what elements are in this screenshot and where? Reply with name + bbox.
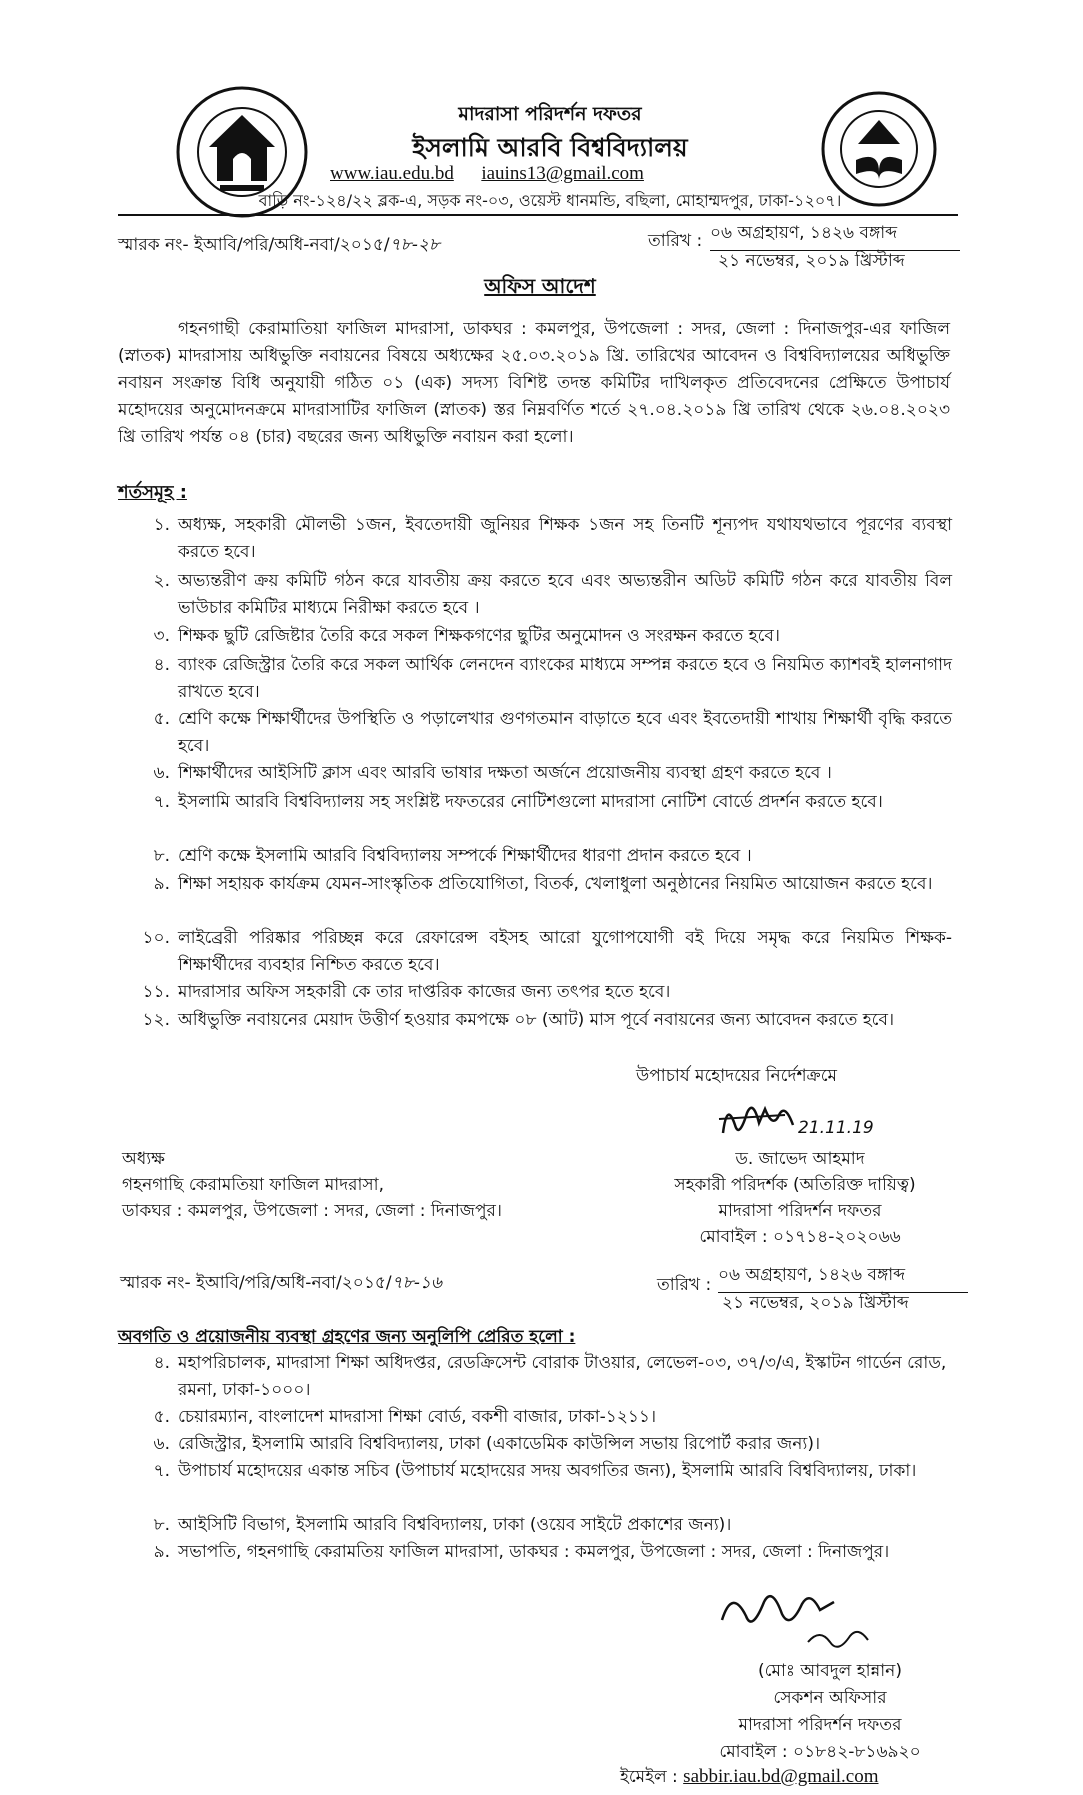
website-link[interactable]: www.iau.edu.bd — [330, 163, 454, 184]
condition-item — [122, 706, 952, 760]
signatory-1-mobile: মোবাইল : ০১৭১৪-২০২০৬৬ — [699, 1227, 901, 1247]
condition-item — [122, 1007, 952, 1034]
contact-line — [330, 163, 790, 185]
condition-number: ৩. — [153, 626, 170, 646]
cc-number: ৭. — [153, 1461, 170, 1481]
date-english-2: ২১ নভেম্বর, ২০১৯ খ্রিস্টাব্দ — [722, 1293, 909, 1313]
condition-text: শিক্ষা সহায়ক কার্যক্রম যেমন-সাংস্কৃতিক প্রতিযোগিতা, বিতর্ক, খেলাধুলা অনুষ্ঠানের নিয়মিত আয়োজন করতে হবে। — [178, 874, 933, 894]
memo-ref-2 — [120, 1270, 442, 1298]
condition-text: লাইব্রেরী পরিষ্কার পরিচ্ছন্ন করে রেফারেন্স বইসহ আরো যুগোপযোগী বই দিয়ে সমৃদ্ধ করে নিয়মিত শিক্ষক- শিক্ষার্থীদের ব্যবহার নিশ্চিত করতে হবে। — [178, 928, 952, 975]
cc-item — [122, 1512, 952, 1539]
memo-ref-1-label: স্মারক নং- ইআবি/পরি/অধি-নবা/২০১৫/ — [118, 235, 390, 255]
condition-item — [122, 925, 952, 979]
condition-text: শ্রেণি কক্ষে ইসলামি আরবি বিশ্ববিদ্যালয় সম্পর্কে শিক্ষার্থীদের ধারণা প্রদান করতে হবে । — [178, 846, 752, 866]
cc-number: ৪. — [153, 1353, 170, 1373]
condition-item — [122, 568, 952, 622]
cc-number: ৬. — [153, 1434, 170, 1454]
conditions-heading: শর্তসমূহ : — [118, 482, 187, 503]
signature-1-date: 21.11.19 — [798, 1118, 874, 1138]
cc-text: সভাপতি, গহনগাছি কেরামতিয় ফাজিল মাদরাসা, ডাকঘর : কমলপুর, উপজেলা : সদর, জেলা : দিনাজপুর। — [178, 1542, 890, 1562]
date-bangla-2: ০৬ অগ্রহায়ণ, ১৪২৬ বঙ্গাব্দ — [718, 1262, 968, 1293]
signatory-2-office: মাদরাসা পরিদর্শন দফতর — [738, 1715, 902, 1735]
condition-item — [122, 979, 952, 1006]
recipient-institution: গহনগাছি কেরামতিয়া ফাজিল মাদরাসা, — [122, 1175, 384, 1195]
date-label-1: তারিখ : — [648, 231, 703, 251]
memo-ref-2-handwritten: ৭৮-১৬ — [391, 1273, 442, 1293]
cc-item — [122, 1539, 952, 1566]
intro-paragraph: গহনগাছী কেরামাতিয়া ফাজিল মাদরাসা, ডাকঘর : কমলপুর, উপজেলা : সদর, জেলা : দিনাজপুর-এর ফাজিল (স্নাতক) মাদরাসায় অধিভুক্তি নবায়নের বিষয়ে অধ্যক্ষের ২৫.০৩.২০১৯ খ্রি. তারিখের আবেদন ও বিশ্ববিদ্যালয়ের অধিভুক্তি নবায়ন সংক্রান্ত বিধি অনুযায়ী গঠিত ০১ (এক) সদস্য বিশিষ্ট তদন্ত কমিটির দাখিলকৃত প্রতিবেদনের প্রেক্ষিতে উপাচার্য মহোদয়ের অনুমোদনক্রমে মাদরাসাটির ফাজিল (স্নাতক) স্তর নিম্নবর্ণিত শর্তে ২৭.০৪.২০১৯ খ্রি তারিখ থেকে ২৬.০৪.২০২৩ খ্রি তারিখ পর্যন্ত ০৪ (চার) বছরের জন্য অধিভুক্তি নবায়ন করা হলো। — [118, 319, 950, 447]
condition-number: ৪. — [153, 655, 170, 675]
condition-text: শ্রেণি কক্ষে শিক্ষার্থীদের উপস্থিতি ও পড়ালেখার গুণগতমান বাড়াতে হবে এবং ইবতেদায়ী শাখায় শিক্ষার্থী বৃদ্ধি করতে হবে। — [178, 709, 952, 756]
office-name: মাদরাসা পরিদর্শন দফতর — [458, 103, 642, 125]
address-line: বাড়ি নং-১২৪/২২ ব্লক-এ, সড়ক নং-০৩, ওয়েস্ট ধানমন্ডি, বছিলা, মোহাম্মদপুর, ঢাকা-১২০৭। — [258, 191, 842, 210]
memo-ref-2-label: স্মারক নং- ইআবি/পরি/অধি-নবা/২০১৫/ — [120, 1273, 392, 1293]
signature-2 — [712, 1580, 892, 1660]
cc-text: রেজিস্ট্রার, ইসলামি আরবি বিশ্ববিদ্যালয়, ঢাকা (একাডেমিক কাউন্সিল সভায় রিপোর্ট করার জন্য)। — [178, 1434, 821, 1454]
date-english-1: ২১ নভেম্বর, ২০১৯ খ্রিস্টাব্দ — [718, 251, 905, 271]
condition-text: অধিভুক্তি নবায়নের মেয়াদ উত্তীর্ণ হওয়ার কমপক্ষে ০৮ (আট) মাস পূর্বে নবায়নের জন্য আবেদন করতে হবে। — [178, 1010, 895, 1030]
signatory-1-office: মাদরাসা পরিদর্শন দফতর — [718, 1201, 882, 1221]
condition-text: শিক্ষার্থীদের আইসিটি ক্লাস এবং আরবি ভাষার দক্ষতা অর্জনে প্রয়োজনীয় ব্যবস্থা গ্রহণ করতে হবে । — [178, 763, 832, 783]
signatory-2-email[interactable]: sabbir.iau.bd@gmail.com — [683, 1766, 879, 1787]
condition-number: ১. — [153, 515, 170, 535]
signatory-1-designation: সহকারী পরিদর্শক (অতিরিক্ত দায়িত্ব) — [674, 1175, 916, 1195]
signatory-2-email-line — [620, 1764, 879, 1792]
cc-item — [122, 1431, 952, 1458]
condition-item — [122, 652, 952, 706]
condition-text: ব্যাংক রেজিস্ট্রার তৈরি করে সকল আর্থিক লেনদেন ব্যাংকের মাধ্যমে সম্পন্ন করতে হবে ও নিয়মিত ক্যাশবই হালনাগাদ রাখতে হবে। — [178, 655, 952, 702]
cc-heading: অবগতি ও প্রয়োজনীয় ব্যবস্থা গ্রহণের জন্য অনুলিপি প্রেরিত হলো : — [118, 1327, 576, 1347]
memo-ref-1-handwritten: ৭৮-২৮ — [389, 235, 440, 255]
signatory-2-mobile: মোবাইল : ০১৮৪২-৮১৬৯২০ — [719, 1742, 921, 1762]
by-order-line: উপাচার্য মহোদয়ের নির্দেশক্রমে — [636, 1066, 837, 1086]
condition-text: মাদরাসার অফিস সহকারী কে তার দাপ্তরিক কাজের জন্য তৎপর হতে হবে। — [178, 982, 671, 1002]
condition-text: অভ্যন্তরীণ ক্রয় কমিটি গঠন করে যাবতীয় ক্রয় করতে হবে এবং অভ্যন্তরীন অডিট কমিটি গঠন করে যাবতীয় বিল ভাউচার কমিটির মাধ্যমে নিরীক্ষা করতে হবে । — [178, 571, 952, 618]
cc-item — [122, 1404, 952, 1431]
condition-item — [122, 760, 952, 787]
cc-text: মহাপরিচালক, মাদরাসা শিক্ষা অধিদপ্তর, রেডক্রিসেন্ট বোরাক টাওয়ার, লেভেল-০৩, ৩৭/৩/এ, ইস্কাটন গার্ডেন রোড, রমনা, ঢাকা-১০০০। — [178, 1353, 947, 1400]
condition-text: অধ্যক্ষ, সহকারী মৌলভী ১জন, ইবতেদায়ী জুনিয়র শিক্ষক ১জন সহ তিনটি শূন্যপদ যথাযথভাবে পূরণের ব্যবস্থা করতে হবে। — [178, 515, 952, 562]
condition-number: ৭. — [153, 792, 170, 812]
university-name: ইসলামি আরবি বিশ্ববিদ্যালয় — [412, 133, 688, 162]
condition-item — [122, 871, 952, 898]
signatory-1-name: ড. জাভেদ আহমাদ — [735, 1149, 865, 1169]
condition-item — [122, 843, 952, 870]
condition-number: ১০. — [142, 928, 170, 948]
condition-text: ইসলামি আরবি বিশ্ববিদ্যালয় সহ সংশ্লিষ্ট দফতরের নোটিশগুলো মাদরাসা নোটিশ বোর্ডে প্রদর্শন করতে হবে। — [178, 792, 883, 812]
condition-number: ২. — [153, 571, 170, 591]
signatory-2-name: (মোঃ আবদুল হান্নান) — [758, 1661, 902, 1681]
cc-item — [122, 1350, 952, 1404]
condition-number: ১২. — [142, 1010, 170, 1030]
date-bangla-1: ০৬ অগ্রহায়ণ, ১৪২৬ বঙ্গাব্দ — [710, 220, 960, 251]
email-label: ইমেইল : — [620, 1767, 678, 1787]
cc-number: ৫. — [153, 1407, 170, 1427]
cc-item — [122, 1458, 952, 1485]
memo-ref-1 — [118, 232, 440, 260]
condition-number: ৫. — [153, 709, 170, 729]
condition-item — [122, 623, 952, 650]
condition-number: ৬. — [153, 763, 170, 783]
date-label-2: তারিখ : — [657, 1275, 712, 1295]
header-divider — [118, 214, 958, 216]
condition-number: ১১. — [142, 982, 170, 1002]
cc-number: ৯. — [153, 1542, 170, 1562]
condition-number: ৮. — [153, 846, 170, 866]
condition-text: শিক্ষক ছুটি রেজিষ্টার তৈরি করে সকল শিক্ষকগণের ছুটির অনুমোদন ও সংরক্ষন করতে হবে। — [178, 626, 780, 646]
recipient-title: অধ্যক্ষ — [122, 1149, 165, 1169]
condition-number: ৯. — [153, 874, 170, 894]
cc-number: ৮. — [153, 1515, 170, 1535]
cc-text: উপাচার্য মহোদয়ের একান্ত সচিব (উপাচার্য মহোদয়ের সদয় অবগতির জন্য), ইসলামি আরবি বিশ্ববিদ্যালয়, ঢাকা। — [178, 1461, 917, 1481]
document-title: অফিস আদেশ — [484, 274, 596, 298]
condition-item — [122, 512, 952, 566]
signatory-2-designation: সেকশন অফিসার — [773, 1688, 887, 1708]
email-link[interactable]: iauins13@gmail.com — [481, 163, 644, 184]
condition-item — [122, 789, 952, 816]
recipient-address: ডাকঘর : কমলপুর, উপজেলা : সদর, জেলা : দিনাজপুর। — [122, 1201, 502, 1221]
cc-text: চেয়ারম্যান, বাংলাদেশ মাদরাসা শিক্ষা বোর্ড, বকশী বাজার, ঢাকা-১২১১। — [178, 1407, 657, 1427]
cc-text: আইসিটি বিভাগ, ইসলামি আরবি বিশ্ববিদ্যালয়, ঢাকা (ওয়েব সাইটে প্রকাশের জন্য)। — [178, 1515, 732, 1535]
